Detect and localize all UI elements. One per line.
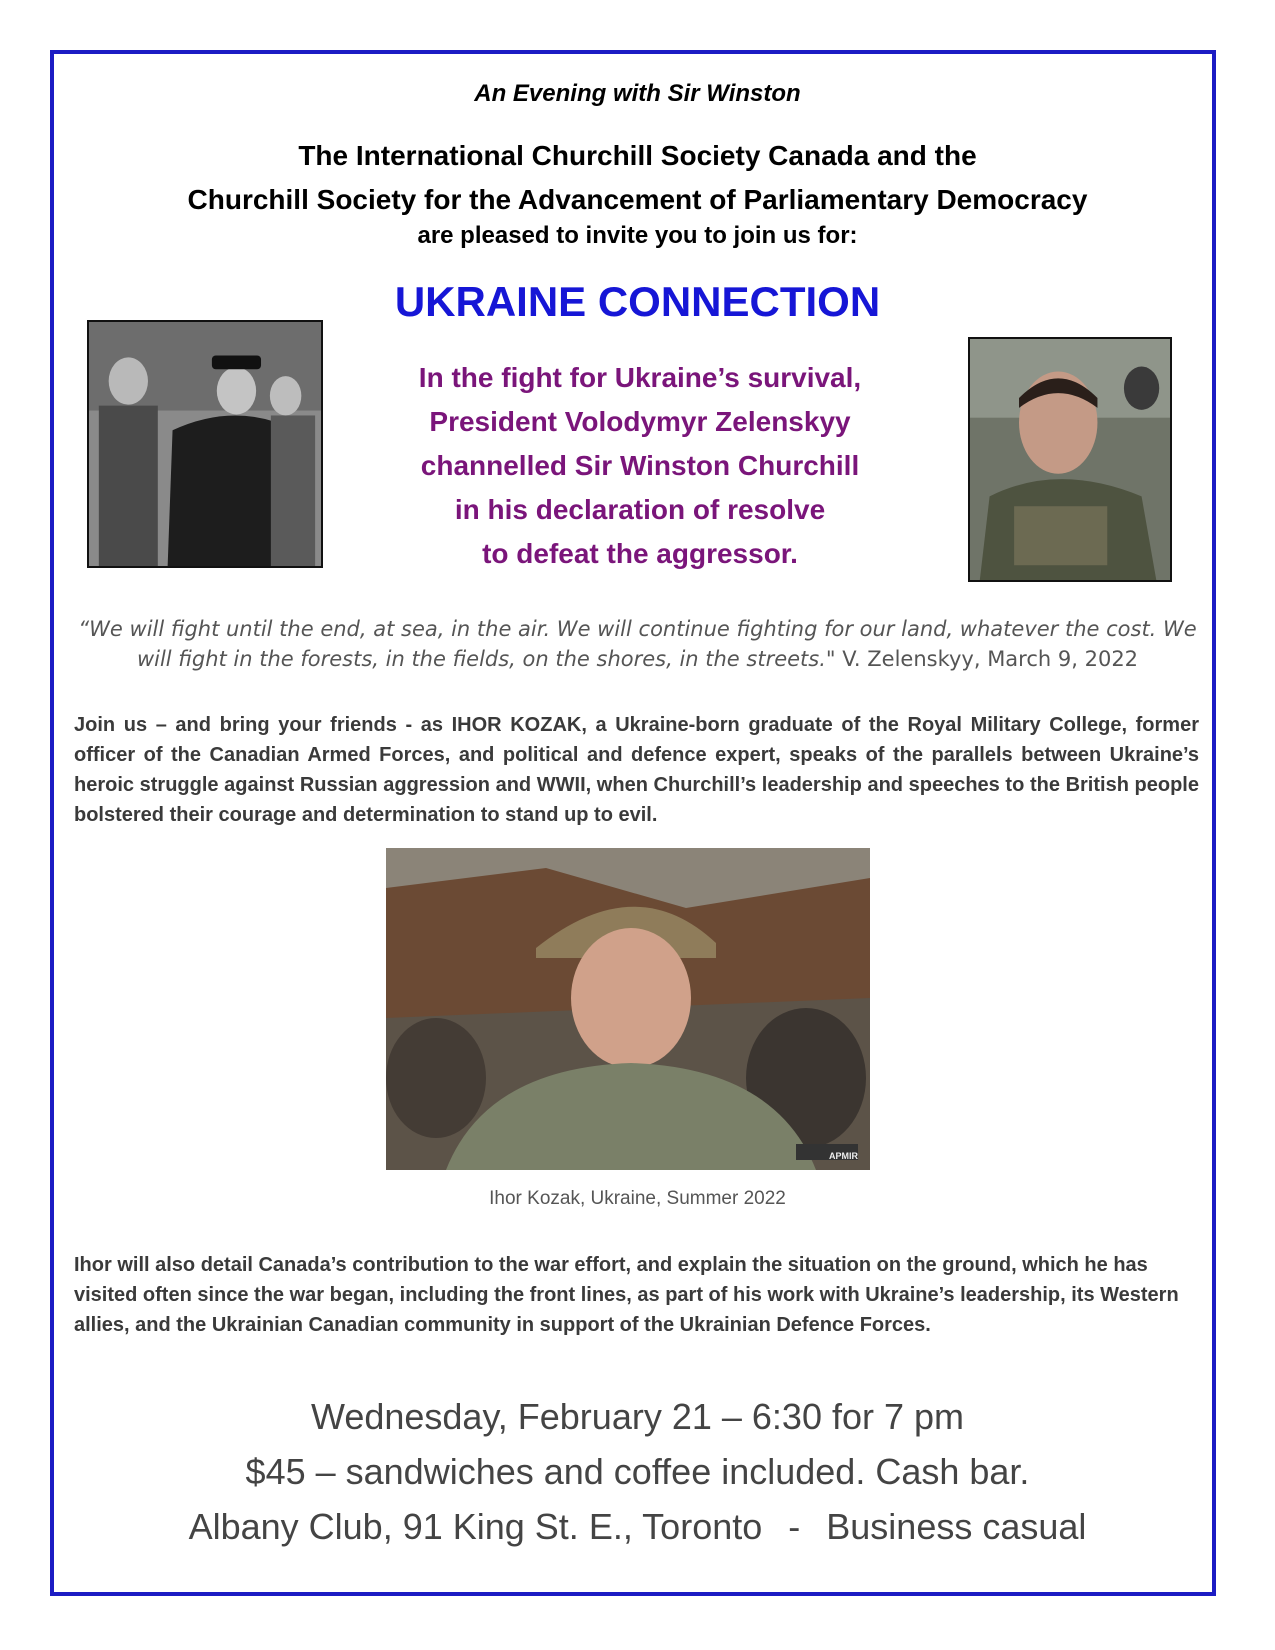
photo-credit: APMIR bbox=[829, 1151, 858, 1161]
tagline-line: President Volodymyr Zelenskyy bbox=[429, 406, 851, 437]
photo-caption: Ihor Kozak, Ukraine, Summer 2022 bbox=[489, 1188, 786, 1209]
tagline-line: to defeat the aggressor. bbox=[482, 538, 798, 569]
organizer-line-2: Churchill Society for the Advancement of Parliamentary Democracy bbox=[187, 184, 1088, 215]
dress-code: Business casual bbox=[826, 1506, 1087, 1547]
event-venue-line bbox=[0, 1506, 1275, 1548]
quote-text: “We will fight until the end, at sea, in the air. We will continue fighting for our land, whatever the cost. We will fight in the forests, in the fields, on the shores, in the streets." bbox=[78, 617, 1197, 671]
invitation-line: are pleased to invite you to join us for: bbox=[417, 222, 858, 249]
page-title: UKRAINE CONNECTION bbox=[394, 278, 881, 325]
event-venue: Albany Club, 91 King St. E., Toronto bbox=[188, 1506, 763, 1547]
tagline-line: channelled Sir Winston Churchill bbox=[420, 450, 860, 481]
tagline-line: in his declaration of resolve bbox=[454, 494, 826, 525]
organizers bbox=[0, 134, 1275, 222]
tagline bbox=[380, 356, 900, 576]
quote-attribution: V. Zelenskyy, March 9, 2022 bbox=[842, 647, 1139, 671]
event-subtitle: An Evening with Sir Winston bbox=[474, 80, 801, 107]
tagline-line: In the fight for Ukraine’s survival, bbox=[418, 362, 862, 393]
zelenskyy-quote bbox=[70, 614, 1205, 674]
venue-separator: - bbox=[788, 1506, 801, 1547]
kozak-photo bbox=[386, 848, 870, 1170]
details-paragraph: Ihor will also detail Canada’s contribution to the war effort, and explain the situation on the ground, which he has visited often since the war began, including the front lines, as part of his work with Ukraine’s leadership, its Western allies, and the Ukrainian Canadian community in support of the Ukrainian Defence Forces. bbox=[74, 1254, 1179, 1336]
churchill-photo bbox=[87, 320, 323, 568]
organizer-line-1: The International Churchill Society Canada and the bbox=[298, 140, 977, 171]
event-date-time: Wednesday, February 21 – 6:30 for 7 pm bbox=[310, 1396, 965, 1437]
zelenskyy-photo bbox=[968, 337, 1172, 582]
intro-paragraph: Join us – and bring your friends - as IHOR KOZAK, a Ukraine-born graduate of the Royal Military College, former officer of the Canadian Armed Forces, and political and defence expert, speaks of the parallels between Ukraine’s heroic struggle against Russian aggression and WWII, when Churchill’s leadership and speeches to the British people bolstered their courage and determination to stand up to evil. bbox=[74, 714, 1199, 826]
event-price: $45 – sandwiches and coffee included. Cash bar. bbox=[245, 1451, 1030, 1492]
